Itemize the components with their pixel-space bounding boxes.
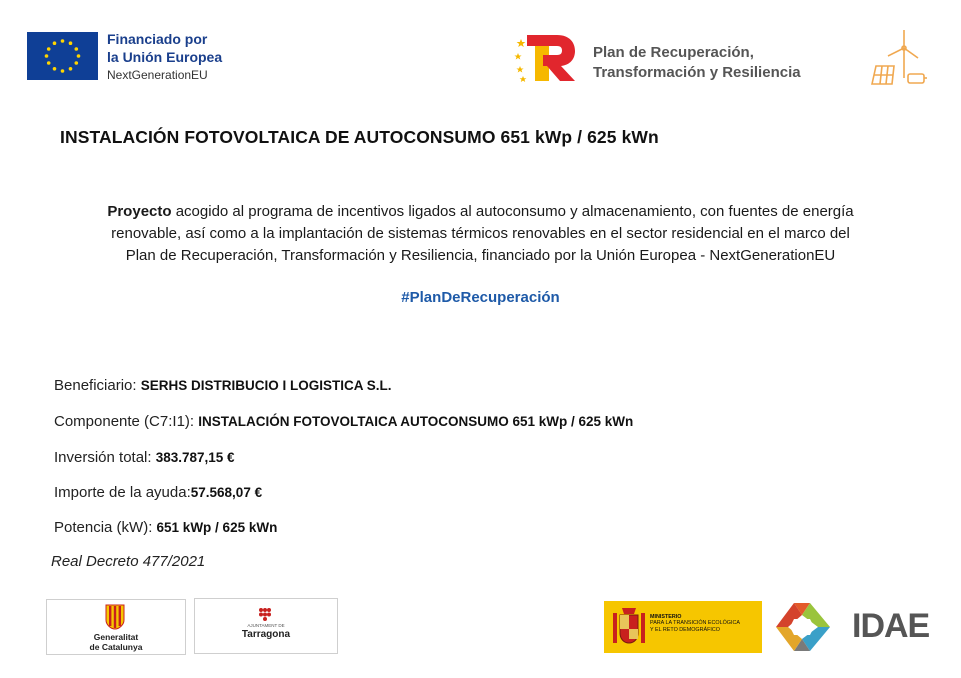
ministerio-line3: Y EL RETO DEMOGRÁFICO: [650, 626, 720, 633]
gencat-line1: Generalitat: [93, 632, 139, 642]
generalitat-logo: [46, 599, 186, 655]
intro-paragraph: [40, 201, 921, 267]
detail-potencia: [54, 519, 277, 536]
detail-value: 57.568,07 €: [190, 485, 263, 500]
prtr-line2: Transformación y Resiliencia: [593, 64, 801, 81]
detail-componente: [54, 413, 633, 430]
tarragona-small: AJUNTAMENT DE: [247, 623, 285, 628]
detail-label: Componente (C7:I1):: [54, 413, 199, 430]
detail-label: Potencia (kW):: [54, 519, 157, 536]
detail-label: Importe de la ayuda:: [54, 484, 191, 501]
detail-value: INSTALACIÓN FOTOVOLTAICA AUTOCONSUMO 651 kWp / 625 kWn: [198, 414, 634, 429]
detail-label: Inversión total:: [54, 449, 156, 466]
intro-line1: [40, 201, 921, 223]
intro-line2: renovable, así como a la implantación de sistemas térmicos renovables en el sector residencial en el marco del: [111, 225, 850, 242]
eu-funding-text: [107, 30, 222, 84]
detail-beneficiario: [54, 377, 391, 394]
eu-line3: NextGenerationEU: [107, 68, 208, 82]
tarragona-name: Tarragona: [241, 629, 291, 640]
eu-line1: Financiado por: [107, 31, 208, 47]
gencat-line2: de Catalunya: [89, 642, 143, 652]
senyera-icon: [105, 604, 125, 630]
eu-line2: la Unión Europea: [107, 49, 223, 65]
prtr-line1: Plan de Recuperación,: [593, 44, 754, 61]
ministerio-line1: MINISTERIO: [650, 614, 682, 620]
prtr-text: [593, 43, 801, 83]
tarragona-emblem-icon: [257, 607, 273, 621]
intro-lead: Proyecto: [107, 203, 172, 220]
detail-inversion: [54, 449, 235, 466]
spain-coat-of-arms-icon: [610, 605, 648, 649]
tarragona-logo: [194, 598, 338, 654]
real-decreto: Real Decreto 477/2021: [51, 553, 206, 570]
wind-solar-icon: [866, 26, 928, 88]
hashtag: #PlanDeRecuperación: [401, 289, 560, 306]
eu-flag-icon: [27, 32, 98, 80]
detail-label: Beneficiario:: [54, 377, 141, 394]
idae-emblem-icon: [774, 601, 834, 653]
page-title: INSTALACIÓN FOTOVOLTAICA DE AUTOCONSUMO 651 kWp / 625 kWn: [60, 127, 659, 147]
idae-text: IDAE: [852, 607, 930, 645]
prtr-logo-icon: [513, 33, 577, 83]
intro-line3: Plan de Recuperación, Transformación y Resiliencia, financiado por la Unión Europea - NextGenerationEU: [125, 247, 836, 264]
detail-value: 651 kWp / 625 kWn: [156, 520, 278, 535]
ministerio-line2: PARA LA TRANSICIÓN ECOLÓGICA: [650, 620, 740, 627]
ministerio-logo: [604, 601, 762, 653]
detail-value: 383.787,15 €: [155, 450, 235, 465]
idae-logo: [774, 598, 934, 656]
intro-line1-text: acogido al programa de incentivos ligados al autoconsumo y almacenamiento, con fuentes de energía: [171, 203, 854, 220]
detail-value: SERHS DISTRIBUCIO I LOGISTICA S.L.: [140, 378, 392, 393]
detail-importe: [54, 484, 262, 501]
